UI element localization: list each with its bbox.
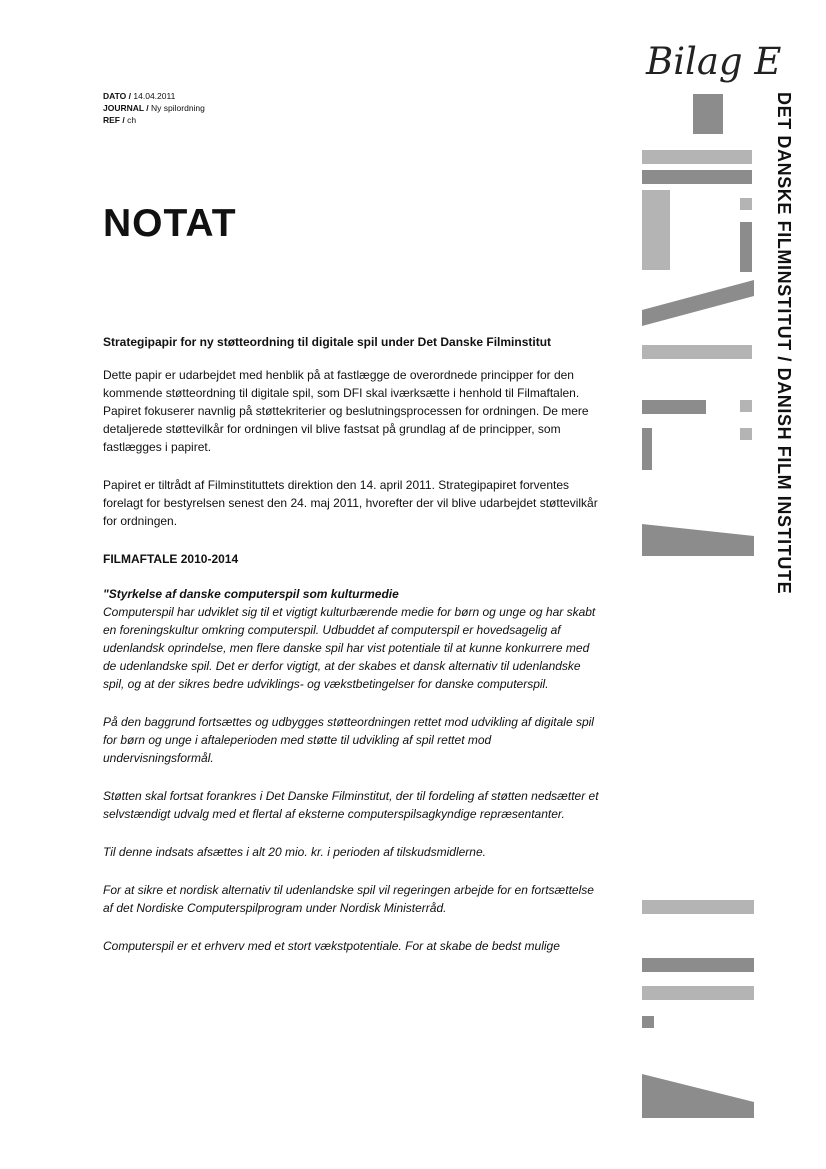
quote-paragraph-1	[103, 585, 603, 693]
logo-bar	[642, 428, 652, 470]
institute-name: DET DANSKE FILMINSTITUT / DANISH FILM INSTITUTE	[774, 92, 794, 595]
logo-bar	[740, 400, 752, 412]
quote-paragraph-2: På den baggrund fortsættes og udbygges støtteordningen rettet mod udvikling af digitale spil for børn og unge i aftaleperioden med støtte til udvikling af spil rettet mod undervisningsformål.	[103, 715, 594, 765]
logo-bar	[642, 958, 754, 972]
handwritten-annotation: Bilag E	[646, 40, 782, 83]
dato-label: DATO /	[103, 91, 132, 101]
intro-paragraph-2: Papiret er tiltrådt af Filminstituttets direktion den 14. april 2011. Strategipapiret forventes forelagt for bestyrelsen senest den 24. maj 2011, hvorefter der vil blive udarbejdet støttevilkår for ordningen.	[103, 478, 598, 528]
quote-text-1: Computerspil har udviklet sig til et vigtigt kulturbærende medie for børn og unge og har skabt en foreningskultur omkring computerspil. Udbuddet af computerspil er hovedsagelig af udenlandsk oprindelse, men flere danske spil har vist potentiale til at kunne konkurrere med de udenlandske spil. Det er derfor vigtigt, at der skabes et dansk alternativ til udenlandske spil, og at der sikres bedre udviklings- og vækstbetingelser for danske computerspil.	[103, 605, 596, 691]
logo-bar	[740, 198, 752, 210]
logo-bar	[642, 900, 754, 914]
dato-line	[103, 90, 205, 102]
logo-wedge	[642, 280, 754, 326]
section-heading: FILMAFTALE 2010-2014	[103, 552, 239, 566]
subtitle: Strategipapir for ny støtteordning til digitale spil under Det Danske Filminstitut	[103, 335, 552, 349]
ref-value: ch	[127, 115, 137, 125]
quote-heading: "Styrkelse af danske computerspil som kulturmedie	[103, 587, 399, 601]
logo-bar	[642, 400, 706, 414]
logo-bar	[642, 1016, 654, 1028]
logo-bar	[642, 150, 752, 164]
logo-bar	[693, 94, 723, 134]
dato-value: 14.04.2011	[133, 91, 176, 101]
logo-bar	[642, 170, 752, 184]
institute-vertical-label	[770, 92, 794, 595]
page-title: NOTAT	[103, 202, 237, 245]
document-meta	[103, 90, 205, 126]
logo-bar	[642, 345, 752, 359]
logo-bar	[642, 986, 754, 1000]
intro-paragraph-1: Dette papir er udarbejdet med henblik på at fastlægge de overordnede principper for den kommende støtteordning til digitale spil, som DFI skal iværksætte i henhold til Filmaftalen. Papiret fokuserer navnlig på støttekriterier og beslutningsprocessen for ordningen. De mere detaljerede støttevilkår for ordningen vil blive fastsat på grundlag af de principper, som fastlægges i papiret.	[103, 368, 589, 454]
document-body	[103, 333, 603, 975]
quote-paragraph-5: For at sikre et nordisk alternativ til udenlandske spil vil regeringen arbejde for en fortsættelse af det Nordiske Computerspilprogram under Nordisk Ministerråd.	[103, 883, 594, 915]
quote-paragraph-4: Til denne indsats afsættes i alt 20 mio. kr. i perioden af tilskudsmidlerne.	[103, 845, 486, 859]
logo-bar	[740, 428, 752, 440]
logo-bar	[740, 222, 752, 272]
journal-value: Ny spilordning	[151, 103, 205, 113]
quote-paragraph-3: Støtten skal fortsat forankres i Det Danske Filminstitut, der til fordeling af støtten nedsætter et selvstændigt udvalg med et flertal af eksterne computerspilsagkyndige repræsentanter.	[103, 789, 599, 821]
logo-wedge	[642, 1068, 754, 1118]
journal-label: JOURNAL /	[103, 103, 149, 113]
logo-wedge	[642, 510, 754, 556]
ref-line	[103, 114, 205, 126]
quote-paragraph-6: Computerspil er et erhverv med et stort vækstpotentiale. For at skabe de bedst mulige	[103, 939, 560, 953]
logo-bar	[642, 190, 670, 270]
journal-line	[103, 102, 205, 114]
ref-label: REF /	[103, 115, 125, 125]
